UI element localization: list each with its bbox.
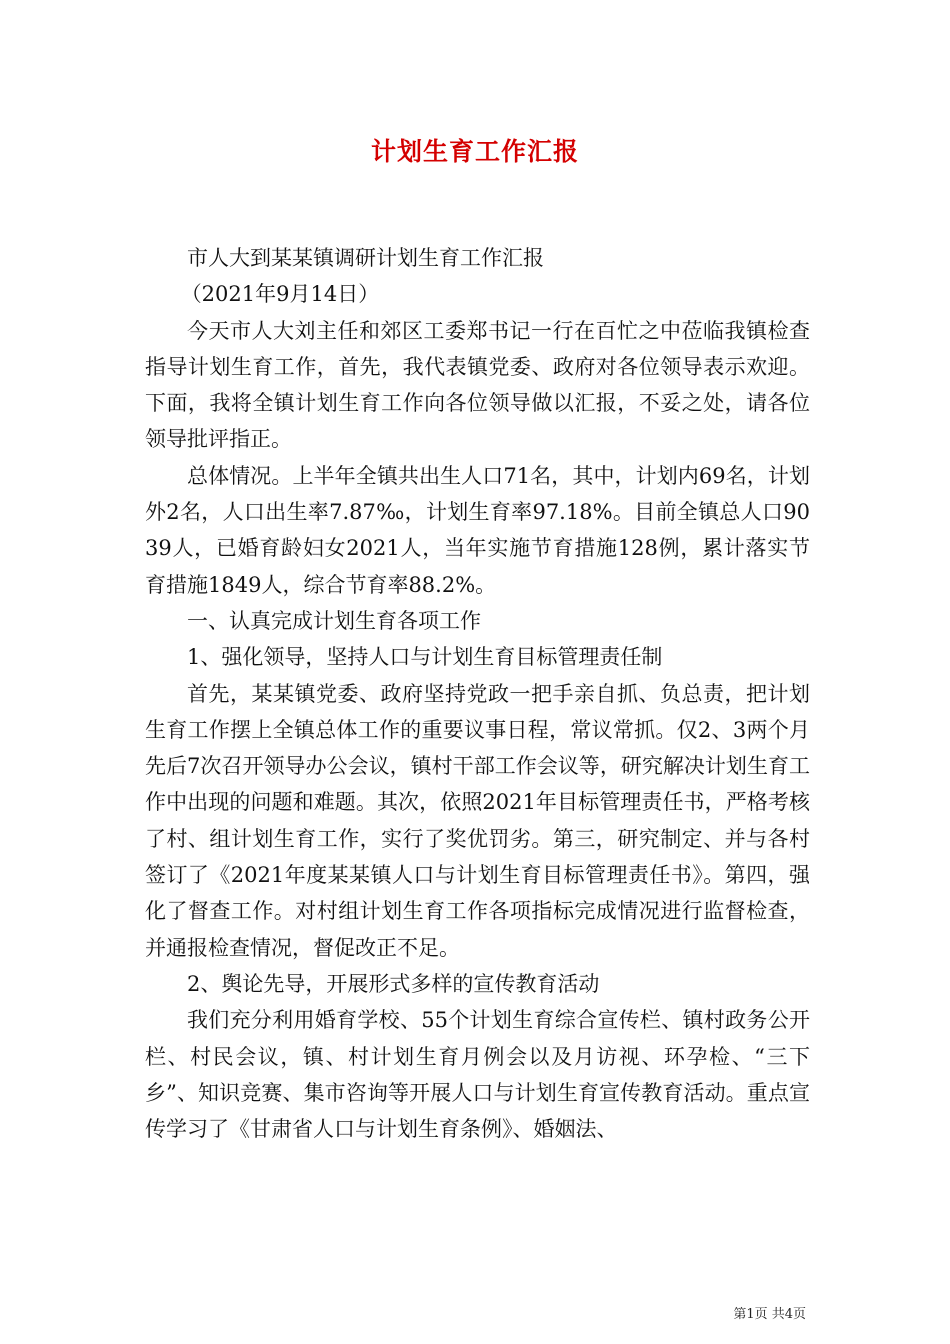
intro-paragraph: 今天市人大刘主任和郊区工委郑书记一行在百忙之中莅临我镇检查指导计划生育工作，首先，我代表镇党委、政府对各位领导表示欢迎。下面，我将全镇计划生育工作向各位领导做以汇报，不妥之处，请各位领导批评指正。: [145, 318, 810, 452]
subsection-heading-1: 1、强化领导，坚持人口与计划生育目标管理责任制: [187, 645, 663, 670]
subtitle-paragraph: 市人大到某某镇调研计划生育工作汇报: [187, 246, 544, 270]
section-heading: 一、认真完成计划生育各项工作: [187, 608, 481, 633]
subsection-heading-2: 2、舆论先导，开展形式多样的宣传教育活动: [187, 971, 600, 996]
publicity-paragraph: 我们充分利用婚育学校、55个计划生育综合宣传栏、镇村政务公开栏、村民会议，镇、村计划生育月例会以及月访视、环孕检、“三下乡”、知识竞赛、集市咨询等开展人口与计划生育宣传教育活动。重点宣传学习了《甘肃省人口与计划生育条例》、婚姻法、: [145, 1008, 810, 1142]
page-number-footer: 第1页 共4页: [733, 1307, 806, 1322]
document-title: 计划生育工作汇报: [370, 137, 579, 166]
document-body: [145, 240, 810, 1147]
date-paragraph: （2021年9月14日）: [180, 282, 380, 307]
overview-paragraph: 总体情况。上半年全镇共出生人口71名，其中，计划内69名，计划外2名，人口出生率7.87‰，计划生育率97.18%。目前全镇总人口9039人，已婚育龄妇女2021人，当年实施节育措施128例，累计落实节育措施1849人，综合节育率88.2%。: [145, 463, 810, 597]
leadership-paragraph: 首先，某某镇党委、政府坚持党政一把手亲自抓、负总责，把计划生育工作摆上全镇总体工作的重要议事日程，常议常抓。仅2、3两个月先后7次召开领导办公会议，镇村干部工作会议等，研究解决计划生育工作中出现的问题和难题。其次，依照2021年目标管理责任书，严格考核了村、组计划生育工作，实行了奖优罚劣。第三，研究制定、并与各村签订了《2021年度某某镇人口与计划生育目标管理责任书》。第四，强化了督查工作。对村组计划生育工作各项指标完成情况进行监督检查，并通报检查情况，督促改正不足。: [145, 681, 810, 960]
